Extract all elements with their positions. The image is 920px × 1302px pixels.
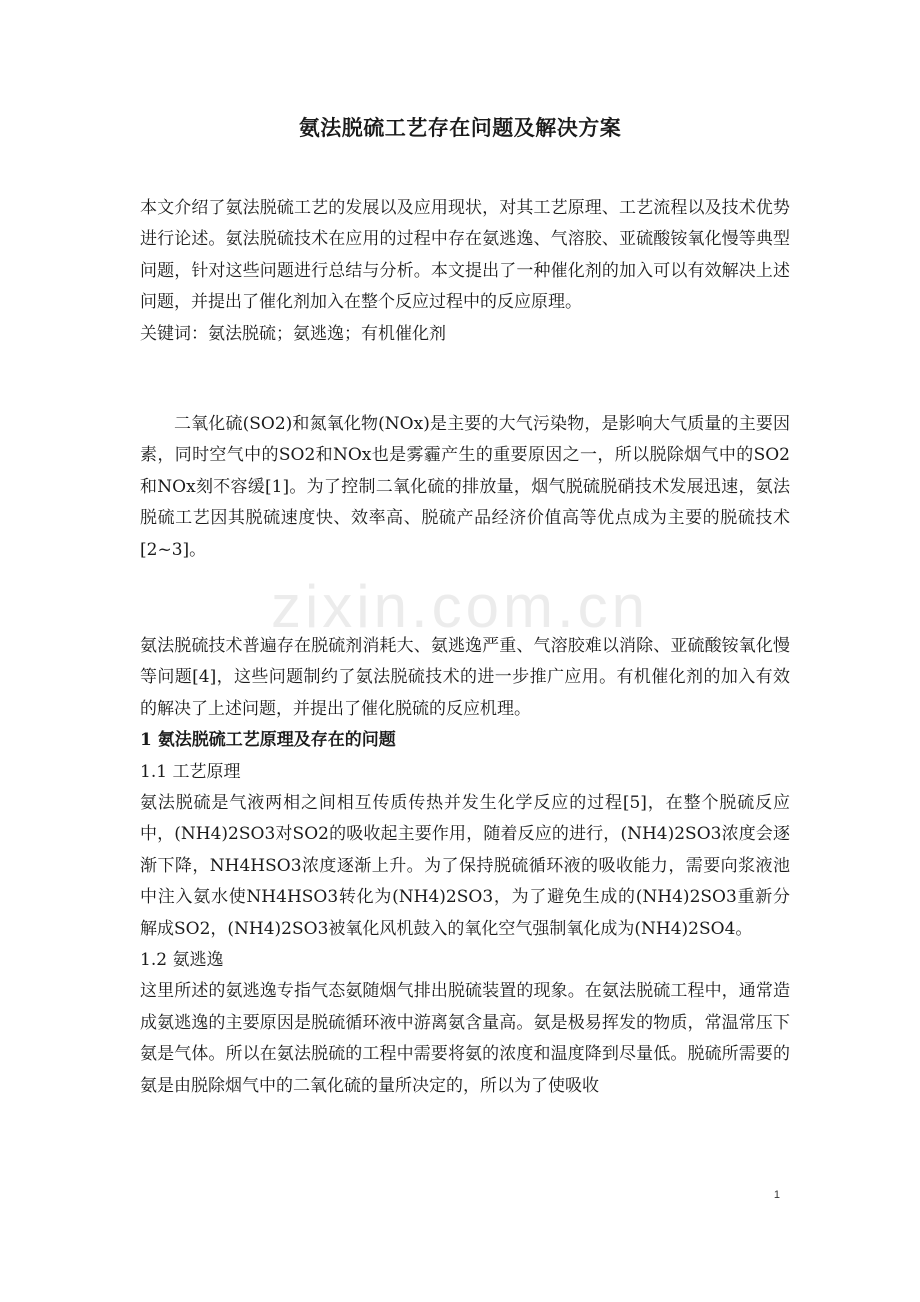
page-number: 1 bbox=[773, 1189, 780, 1201]
intro-paragraph-2: 氨法脱硫技术普遍存在脱硫剂消耗大、氨逃逸严重、气溶胶难以消除、亚硫酸铵氧化慢等问题[4]，这些问题制约了氨法脱硫技术的进一步推广应用。有机催化剂的加入有效的解决了上述问题，并提出了催化脱硫的反应机理。 bbox=[140, 636, 790, 719]
keywords-line: 关键词：氨法脱硫；氨逃逸；有机催化剂 bbox=[140, 323, 446, 344]
intro-block-1 bbox=[140, 409, 790, 566]
intro-paragraph-1: 二氧化硫(SO2)和氮氧化物(NOx)是主要的大气污染物，是影响大气质量的主要因素，同时空气中的SO2和NOx也是雾霾产生的重要原因之一，所以脱除烟气中的SO2和NOx刻不容缓[1]。为了控制二氧化硫的排放量，烟气脱硫脱硝技术发展迅速，氨法脱硫工艺因其脱硫速度快、效率高、脱硫产品经济价值高等优点成为主要的脱硫技术[2~3]。 bbox=[140, 414, 790, 560]
document-title: 氨法脱硫工艺存在问题及解决方案 bbox=[298, 115, 622, 140]
section-1-2-heading: 1.2 氨逃逸 bbox=[140, 950, 224, 971]
section-1-2-body: 这里所述的氨逃逸专指气态氨随烟气排出脱硫装置的现象。在氨法脱硫工程中，通常造成氨逃逸的主要原因是脱硫循环液中游离氨含量高。氨是极易挥发的物质，常温常压下氨是气体。所以在氨法脱硫的工程中需要将氨的浓度和温度降到尽量低。脱硫所需要的氨是由脱除烟气中的二氧化硫的量所决定的，所以为了使吸收 bbox=[140, 981, 790, 1096]
abstract-block bbox=[140, 193, 790, 350]
watermark: zixin.com.cn bbox=[270, 573, 650, 640]
section-1-1-body: 氨法脱硫是气液两相之间相互传质传热并发生化学反应的过程[5]，在整个脱硫反应中，(NH4)2SO3对SO2的吸收起主要作用，随着反应的进行，(NH4)2SO3浓度会逐渐下降，NH4HSO3浓度逐渐上升。为了保持脱硫循环液的吸收能力，需要向浆液池中注入氨水使NH4HSO3转化为(NH4)2SO3，为了避免生成的(NH4)2SO3重新分解成SO2，(NH4)2SO3被氧化风机鼓入的氧化空气强制氧化成为(NH4)2SO4。 bbox=[140, 793, 790, 939]
section-1-1-heading: 1.1 工艺原理 bbox=[140, 761, 241, 782]
abstract-paragraph: 本文介绍了氨法脱硫工艺的发展以及应用现状，对其工艺原理、工艺流程以及技术优势进行论述。氨法脱硫技术在应用的过程中存在氨逃逸、气溶胶、亚硫酸铵氧化慢等典型问题，针对这些问题进行总结与分析。本文提出了一种催化剂的加入可以有效解决上述问题，并提出了催化剂加入在整个反应过程中的反应原理。 bbox=[140, 198, 790, 313]
section-1-heading: 1 氨法脱硫工艺原理及存在的问题 bbox=[140, 730, 396, 751]
body-block bbox=[140, 631, 790, 1102]
